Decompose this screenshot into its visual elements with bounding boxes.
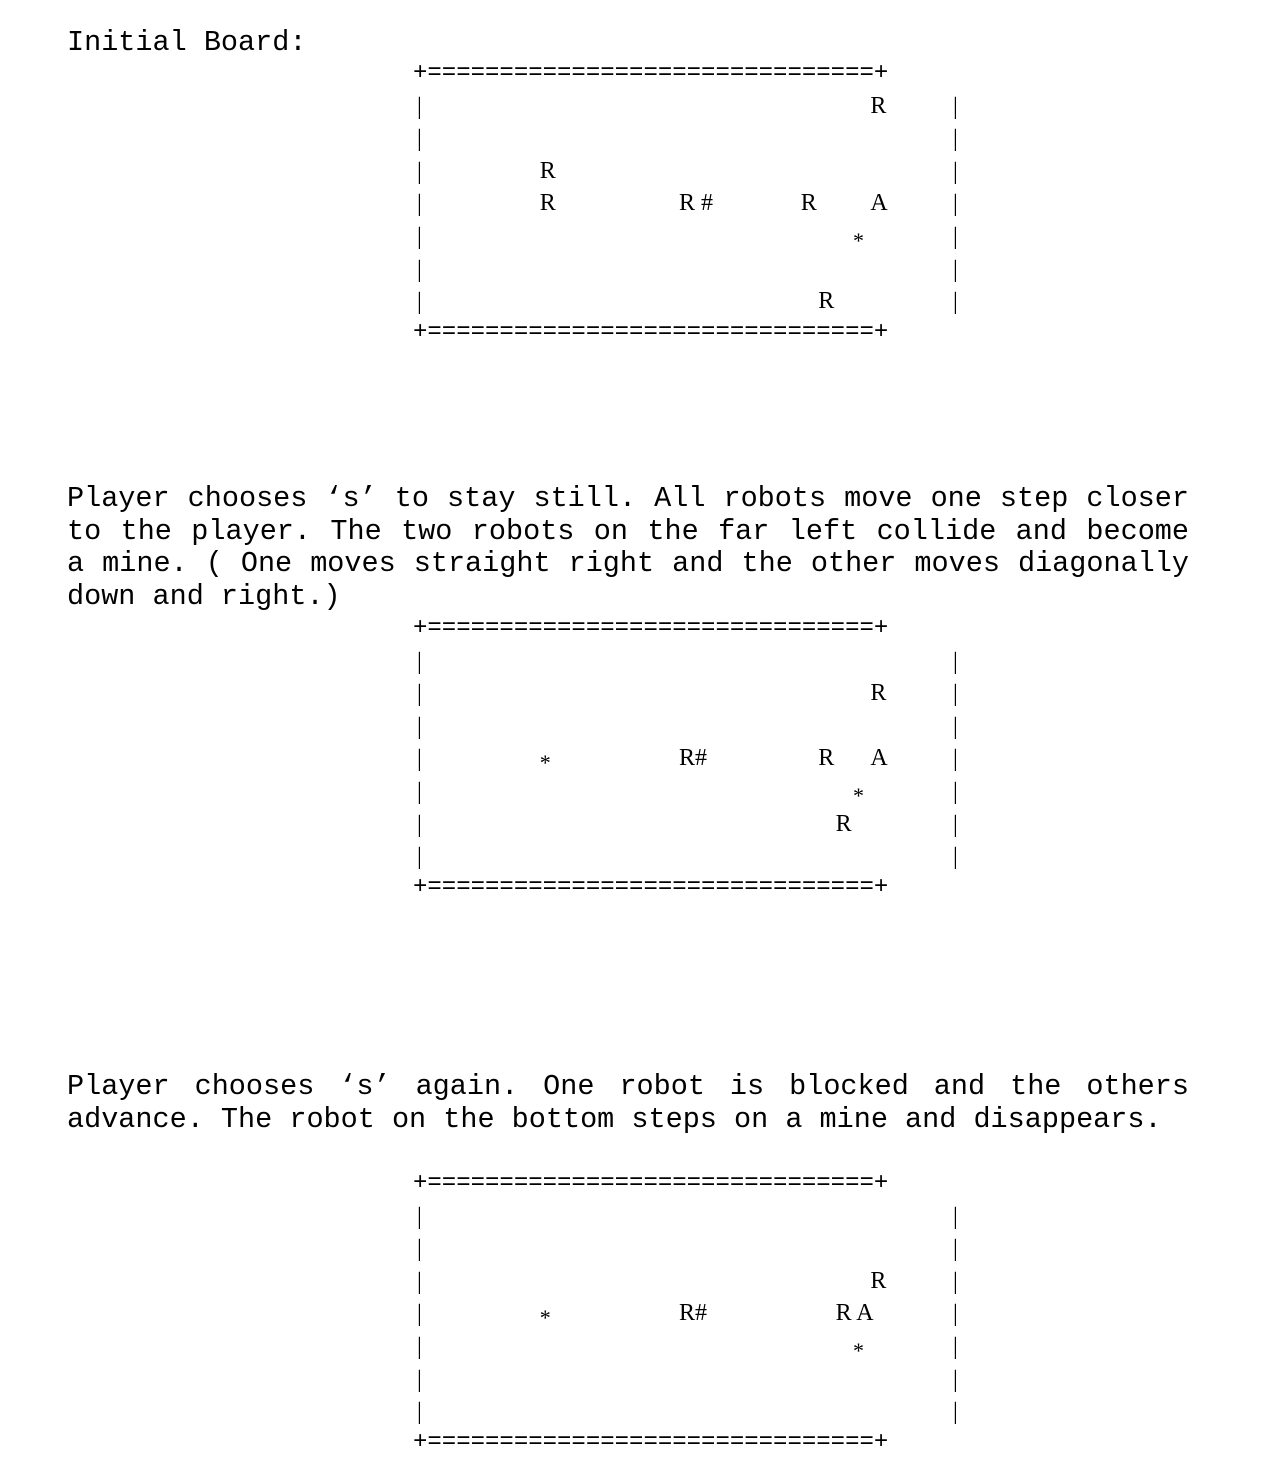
board-side-bar-right: | (953, 1366, 958, 1393)
robot-token: R (539, 190, 556, 217)
board-bottom-border: +===============================+ (413, 873, 889, 901)
board-side-bar-right: | (953, 1399, 958, 1426)
board-side-bar-right: | (953, 1236, 958, 1263)
board-side-bar-right: | (953, 224, 958, 250)
board-side-bar-right: | (953, 844, 958, 871)
board-side-bar-right: | (953, 158, 958, 185)
board-top-border: +===============================+ (413, 615, 889, 642)
robot-token: R (539, 157, 556, 184)
robot-token: R (818, 745, 835, 772)
stay-still-paragraph: Player chooses ‘s’ to stay still. All robots move one step closer to the player. The two robots on the far left collide and become a mine. ( One moves straight right and the other moves diagonally down and right.) (67, 482, 1189, 613)
board-side-bar-right: | (953, 1268, 958, 1295)
board-side-bar-left: | (417, 1236, 422, 1263)
board-side-bar-right: | (953, 681, 958, 708)
robot-obstacle-token: R# (679, 745, 708, 772)
robot-player-token: R A (835, 1300, 874, 1327)
board-side-bar-left: | (417, 648, 422, 675)
robot-token: R (870, 92, 887, 119)
board-side-bar-left: | (417, 158, 422, 185)
second-move-paragraph: Player chooses ‘s’ again. One robot is blocked and the others advance. The robot on the bottom steps on a mine and disappears. (67, 1070, 1189, 1136)
initial-board-heading: Initial Board: (67, 26, 307, 59)
mine-token: * (853, 783, 864, 808)
board-side-bar-right: | (953, 126, 958, 153)
board-side-bar-right: | (953, 191, 958, 218)
robot-token: R (870, 680, 887, 707)
robot-token: R (800, 190, 817, 217)
board-side-bar-left: | (417, 844, 422, 871)
board-side-bar-left: | (417, 1334, 422, 1360)
board-side-bar-right: | (953, 811, 958, 838)
board-side-bar-right: | (953, 1334, 958, 1360)
board-side-bar-right: | (953, 93, 958, 120)
mine-token: * (853, 228, 864, 253)
board-side-bar-right: | (953, 648, 958, 675)
board-side-bar-left: | (417, 1366, 422, 1393)
robot-token: R (835, 810, 852, 837)
player-token: A (870, 190, 888, 217)
board-side-bar-left: | (417, 256, 422, 283)
board-side-bar-right: | (953, 289, 958, 316)
board-side-bar-left: | (417, 1268, 422, 1295)
board-side-bar-left: | (417, 1399, 422, 1426)
board-side-bar-left: | (417, 681, 422, 708)
robot-token: R (818, 288, 835, 315)
mine-token: * (539, 1305, 551, 1331)
board-side-bar-left: | (417, 1301, 422, 1328)
board-side-bar-left: | (417, 93, 422, 120)
board-side-bar-left: | (417, 746, 422, 773)
board-side-bar-left: | (417, 224, 422, 250)
board-side-bar-right: | (953, 256, 958, 283)
board-side-bar-left: | (417, 811, 422, 838)
board-side-bar-left: | (417, 1203, 422, 1230)
board-side-bar-right: | (953, 713, 958, 740)
board-side-bar-right: | (953, 779, 958, 805)
board-top-border: +===============================+ (413, 1170, 889, 1197)
board-side-bar-right: | (953, 1301, 958, 1328)
board-side-bar-left: | (417, 713, 422, 740)
board-side-bar-left: | (417, 191, 422, 218)
robot-obstacle-token: R# (679, 1300, 708, 1327)
player-token: A (870, 745, 888, 772)
board-side-bar-right: | (953, 1203, 958, 1230)
board-side-bar-left: | (417, 126, 422, 153)
robot-token: R (870, 1267, 887, 1294)
board-bottom-border: +===============================+ (413, 318, 889, 346)
board-side-bar-right: | (953, 746, 958, 773)
mine-token: * (853, 1338, 864, 1363)
board-side-bar-left: | (417, 289, 422, 316)
board-side-bar-left: | (417, 779, 422, 805)
board-top-border: +===============================+ (413, 60, 889, 87)
robot-obstacle-token: R # (679, 190, 714, 217)
mine-token: * (539, 750, 551, 776)
board-bottom-border: +===============================+ (413, 1428, 889, 1456)
